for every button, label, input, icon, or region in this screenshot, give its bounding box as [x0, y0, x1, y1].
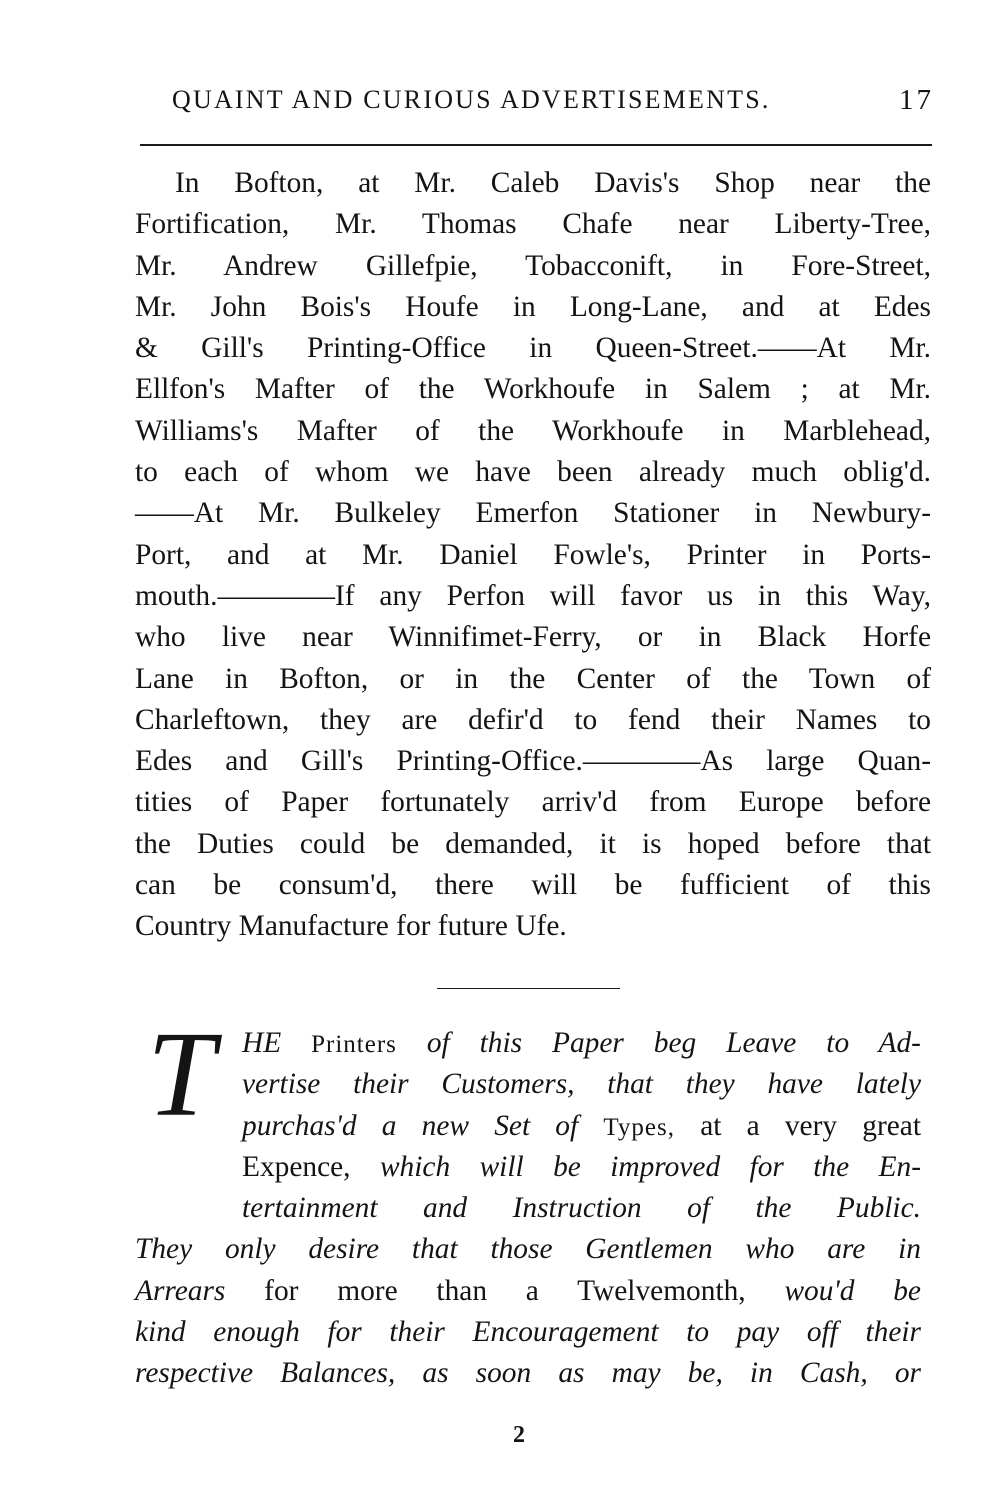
text-line: respective Balances, as soon as may be, in Cash, or: [135, 1357, 921, 1390]
text-line: & Gill's Printing-Office in Queen-Street.——At Mr.: [135, 332, 931, 365]
running-title: QUAINT AND CURIOUS ADVERTISEMENTS.: [172, 85, 771, 114]
text-line: Edes and Gill's Printing-Office.————As large Quan-: [135, 745, 931, 778]
text-line: [135, 1023, 921, 1064]
text-line: tities of Paper fortunately arriv'd from Europe before: [135, 786, 931, 819]
drop-cap: T: [147, 1007, 215, 1142]
text-line: ——At Mr. Bulkeley Emerfon Stationer in Newbury-: [135, 497, 931, 530]
text-line: who live near Winnifimet-Ferry, or in Black Horfe: [135, 621, 931, 654]
text-run: purchas'd a new Set of: [242, 1109, 579, 1142]
text-line: the Duties could be demanded, it is hoped before that: [135, 827, 931, 860]
page-number: 17: [899, 84, 934, 116]
text-line: Lane in Bofton, or in the Center of the Town of: [135, 662, 931, 695]
paragraph-distributors: [135, 163, 931, 948]
header-rule: [140, 144, 932, 146]
text-line: tertainment and Instruction of the Public.: [242, 1192, 921, 1225]
text-run: Expence,: [242, 1150, 351, 1183]
text-line: vertise their Customers, that they have lately: [242, 1068, 921, 1101]
small-caps-run: Printers: [311, 1031, 397, 1058]
text-run: for more than a Twelvemonth,: [264, 1274, 746, 1307]
text-line: Mr. John Bois's Houfe in Long-Lane, and at Edes: [135, 290, 931, 323]
text-run: at a very great: [700, 1109, 921, 1142]
text-line: mouth.————If any Perfon will favor us in this Way,: [135, 579, 931, 612]
signature-mark: 2: [513, 1422, 525, 1448]
text-line: Mr. Andrew Gillefpie, Tobacconift, in Fore-Street,: [135, 249, 931, 282]
text-line: to each of whom we have been already much oblig'd.: [135, 456, 931, 489]
text-run: of this Paper beg Leave to Ad-: [426, 1027, 921, 1059]
text-line: kind enough for their Encouragement to pay off their: [135, 1316, 921, 1349]
text-line: [135, 1106, 921, 1147]
printers-notice: [135, 1007, 921, 1395]
text-line: [135, 1147, 921, 1188]
text-run: wou'd be: [784, 1274, 921, 1307]
text-line: Port, and at Mr. Daniel Fowle's, Printer in Ports-: [135, 538, 931, 571]
text-line: They only desire that those Gentlemen who are in: [135, 1233, 921, 1266]
section-divider: [437, 988, 620, 989]
small-caps-run: Types,: [603, 1113, 675, 1141]
text-line: can be consum'd, there will be fufficient of this: [135, 869, 931, 902]
text-line: Country Manufacture for future Ufe.: [135, 910, 567, 943]
text-line: Ellfon's Mafter of the Workhoufe in Salem ; at Mr.: [135, 373, 931, 406]
text-line: Charleftown, they are defir'd to fend their Names to: [135, 703, 931, 736]
text-line: Fortification, Mr. Thomas Chafe near Liberty-Tree,: [135, 208, 931, 241]
text-run: which will be improved for the En-: [379, 1150, 921, 1183]
text-line: In Bofton, at Mr. Caleb Davis's Shop near the: [175, 167, 931, 199]
text-run: Arrears: [135, 1274, 226, 1307]
text-line: Williams's Mafter of the Workhoufe in Marblehead,: [135, 414, 931, 447]
running-header: [172, 80, 934, 120]
text-run: HE: [242, 1027, 282, 1059]
text-line: [135, 1271, 921, 1312]
